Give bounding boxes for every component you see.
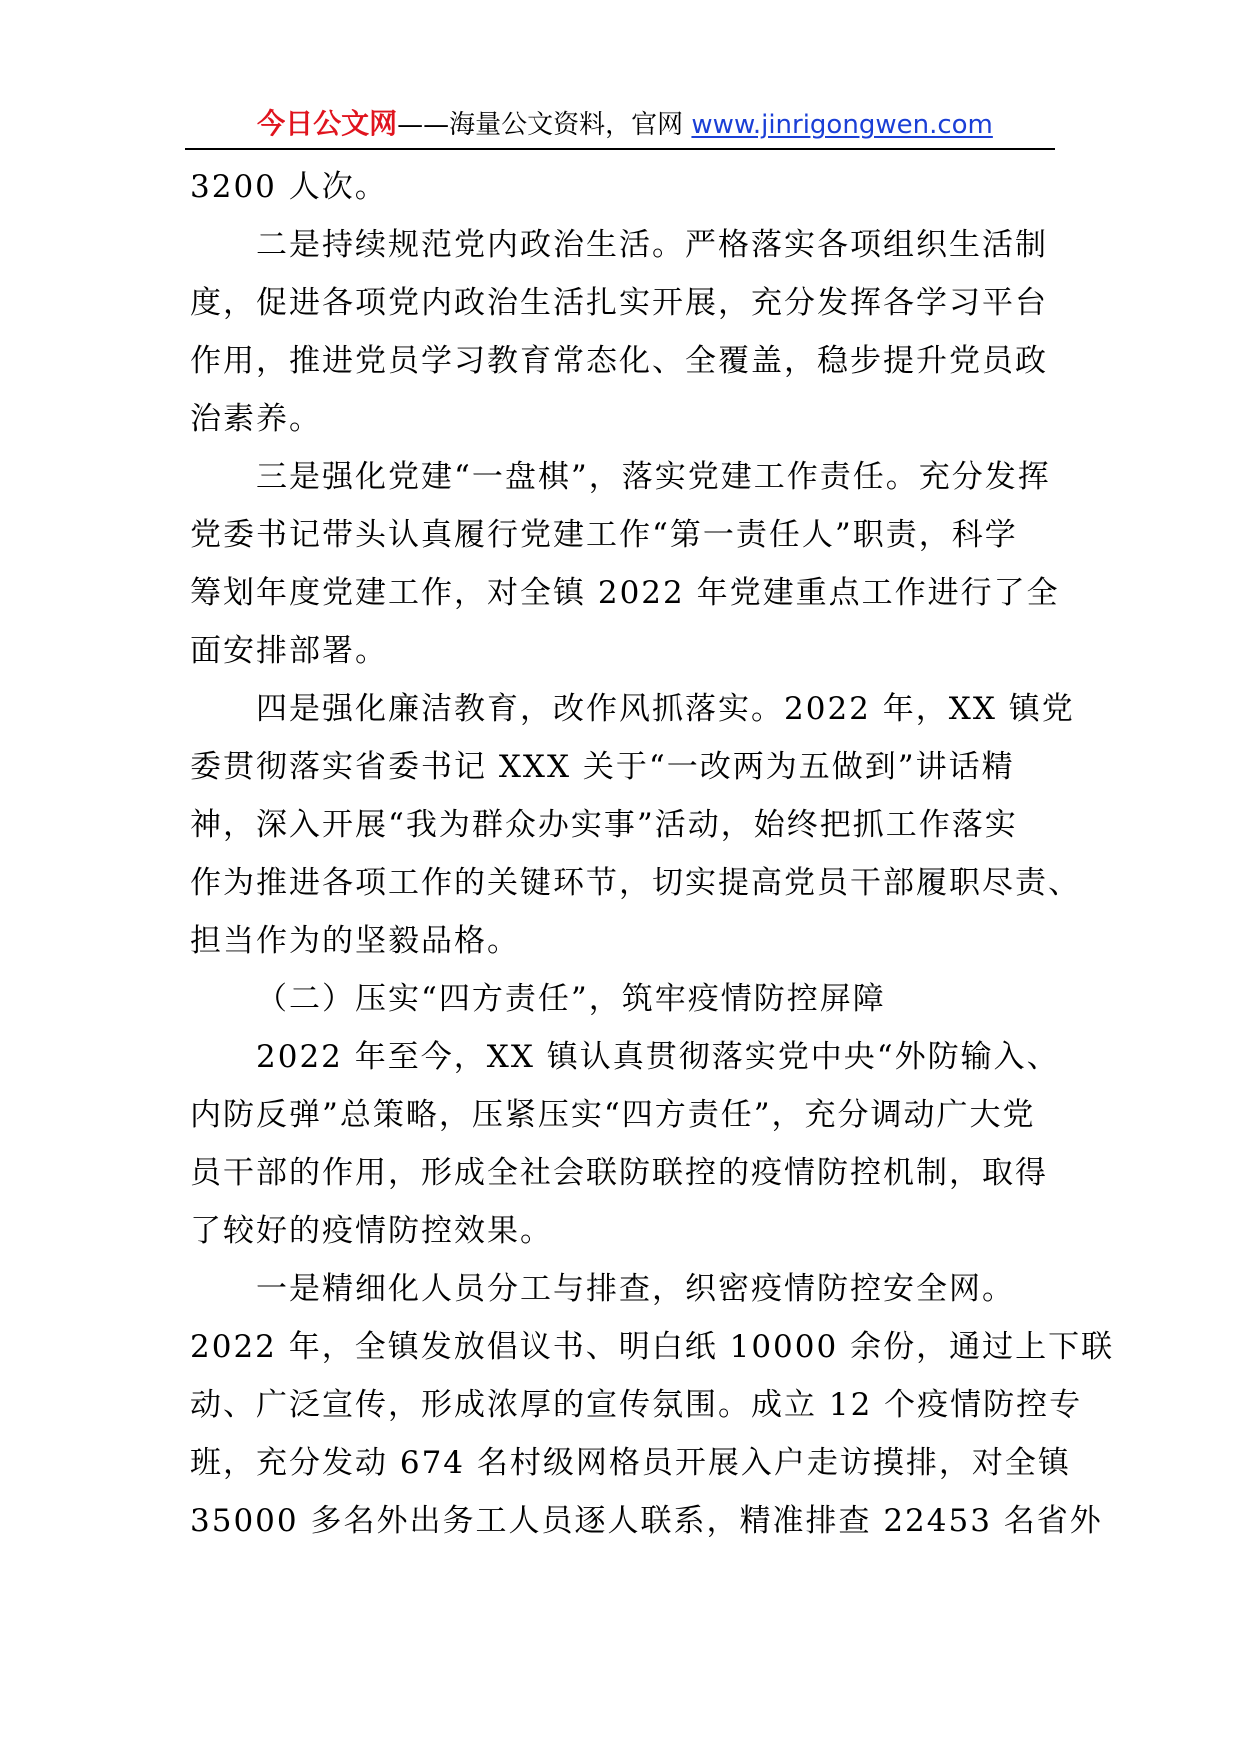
text-line: 二是持续规范党内政治生活。严格落实各项组织生活制 xyxy=(256,227,1048,263)
text-line: 作用，推进党员学习教育常态化、全覆盖，稳步提升党员政 xyxy=(190,343,1048,379)
text-line: 神，深入开展“我为群众办实事”活动，始终把抓工作落实 xyxy=(190,807,1018,843)
text-line: 2022 年，全镇发放倡议书、明白纸 10000 余份，通过上下联 xyxy=(190,1329,1115,1365)
section-heading: （二）压实“四方责任”，筑牢疫情防控屏障 xyxy=(256,981,886,1017)
text-line: 筹划年度党建工作，对全镇 2022 年党建重点工作进行了全 xyxy=(190,575,1060,611)
text-line: 动、广泛宣传，形成浓厚的宣传氛围。成立 12 个疫情防控专 xyxy=(190,1387,1083,1423)
text-line: 治素养。 xyxy=(190,401,322,437)
site-brand: 今日公文网 xyxy=(257,107,398,140)
text-line: 一是精细化人员分工与排查，织密疫情防控安全网。 xyxy=(256,1271,1015,1307)
document-body xyxy=(190,158,1115,1550)
text-line: 四是强化廉洁教育，改作风抓落实。2022 年，XX 镇党 xyxy=(256,691,1075,727)
text-line: 委贯彻落实省委书记 XXX 关于“一改两为五做到”讲话精 xyxy=(190,749,1015,785)
page-header xyxy=(185,104,1065,148)
text-line: 了较好的疫情防控效果。 xyxy=(190,1213,553,1249)
text-line: 面安排部署。 xyxy=(190,633,388,669)
header-divider xyxy=(185,148,1055,150)
text-line: 担当作为的坚毅品格。 xyxy=(190,923,520,959)
text-line: 党委书记带头认真履行党建工作“第一责任人”职责，科学 xyxy=(190,517,1018,553)
site-tagline: ——海量公文资料，官网 xyxy=(397,110,692,140)
text-line: 三是强化党建“一盘棋”，落实党建工作责任。充分发挥 xyxy=(256,459,1051,495)
text-line: 班，充分发动 674 名村级网格员开展入户走访摸排，对全镇 xyxy=(190,1445,1071,1481)
text-line: 35000 多名外出务工人员逐人联系，精准排查 22453 名省外 xyxy=(190,1503,1103,1539)
text-line: 3200 人次。 xyxy=(190,169,388,205)
text-line: 作为推进各项工作的关键环节，切实提高党员干部履职尽责、 xyxy=(190,865,1081,901)
text-line: 度，促进各项党内政治生活扎实开展，充分发挥各学习平台 xyxy=(190,285,1048,321)
text-line: 员干部的作用，形成全社会联防联控的疫情防控机制，取得 xyxy=(190,1155,1048,1191)
site-url-link[interactable]: www.jinrigongwen.com xyxy=(691,110,993,140)
text-line: 内防反弹”总策略，压紧压实“四方责任”，充分调动广大党 xyxy=(190,1097,1036,1133)
text-line: 2022 年至今，XX 镇认真贯彻落实党中央“外防输入、 xyxy=(256,1039,1060,1075)
